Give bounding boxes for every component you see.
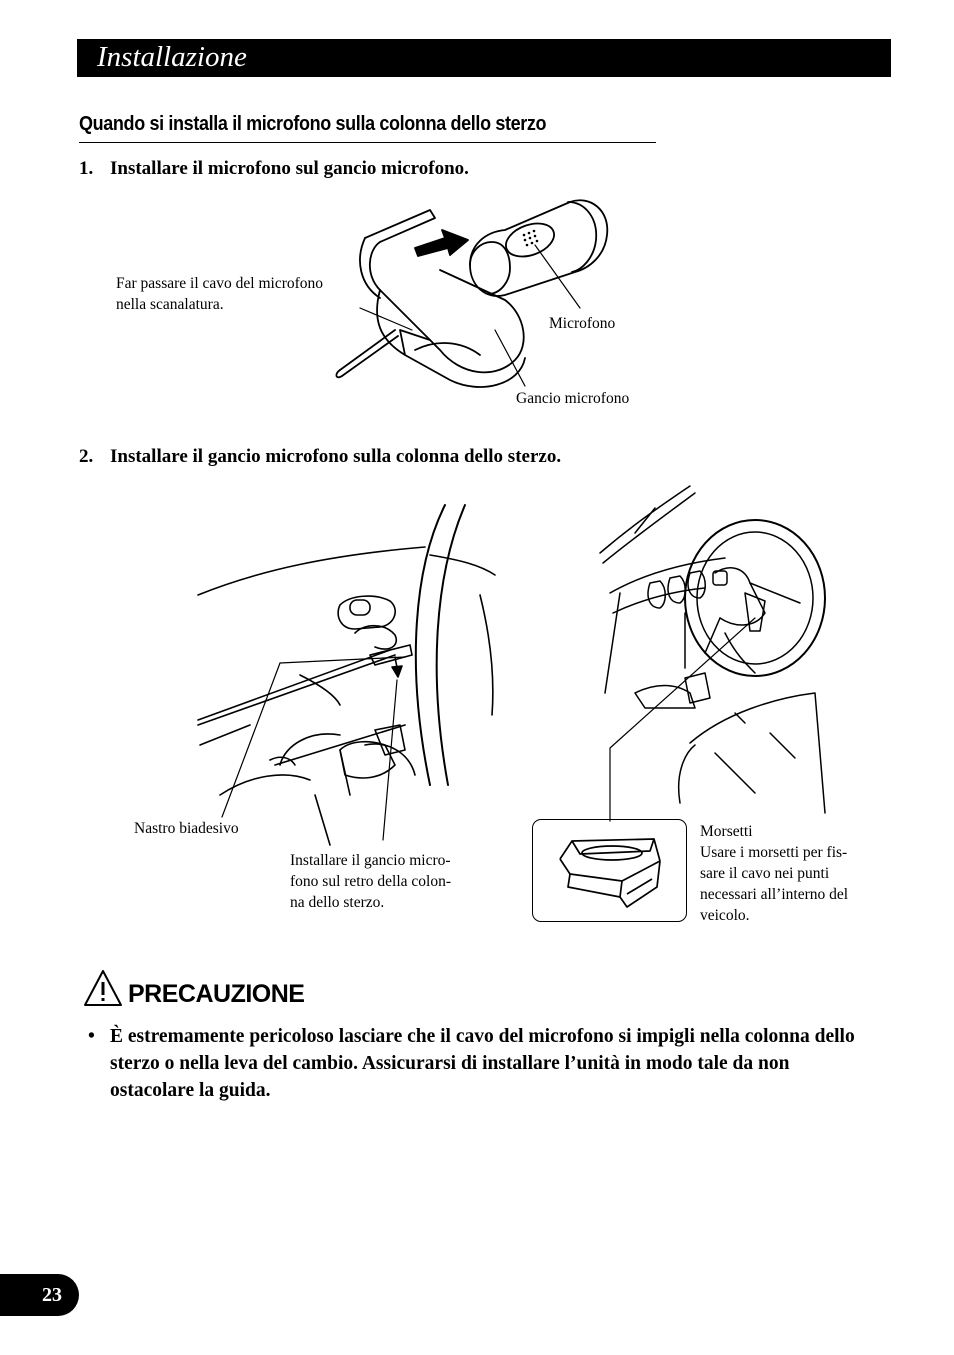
caution-bullet (88, 1023, 868, 1104)
clamp-inset-box (532, 819, 687, 922)
label-line: na dello sterzo. (290, 894, 385, 911)
label-install-hook (290, 850, 451, 913)
section-heading: Quando si installa il microfono sulla colonna dello sterzo (79, 113, 547, 135)
step-2 (79, 446, 561, 468)
caution-text: È estremamente pericoloso lasciare che il cavo del microfono si impigli nella colonna dello sterzo o nella leva del cambio. Assicurarsi di installare l’unità in modo tale da non ostacolare la guida. (110, 1026, 855, 1101)
step-number: 2. (79, 446, 94, 467)
label-line: Far passare il cavo del microfono (116, 275, 324, 292)
label-mic-hook: Gancio microfono (516, 390, 630, 407)
label-line: Morsetti (700, 823, 753, 840)
label-microphone: Microfono (549, 315, 616, 332)
label-line: veicolo. (700, 907, 750, 924)
step-number: 1. (79, 158, 94, 179)
page-title: Installazione (97, 41, 247, 73)
label-clamps (700, 821, 848, 926)
step-text: Installare il gancio microfono sulla colonna dello sterzo. (110, 446, 562, 467)
label-line: Installare il gancio micro- (290, 852, 451, 869)
figure-mic-hook (320, 190, 620, 400)
bullet-symbol: • (88, 1026, 95, 1047)
step-1 (79, 158, 469, 180)
label-line: nella scanalatura. (116, 296, 224, 313)
step-text: Installare il microfono sul gancio microfono. (110, 158, 469, 179)
heading-underline (79, 142, 656, 143)
label-double-sided-tape: Nastro biadesivo (134, 820, 239, 837)
warning-triangle-icon (82, 968, 124, 1008)
label-line: necessari all’interno del (700, 886, 849, 903)
label-line: Usare i morsetti per fis- (700, 844, 848, 861)
clamp-illustration (532, 819, 687, 922)
figure-car-interior (595, 483, 830, 813)
page-number: 23 (0, 1274, 79, 1316)
label-groove (116, 273, 323, 315)
figure-steering-column (190, 495, 510, 855)
label-line: sare il cavo nei punti (700, 865, 830, 882)
header-bar (77, 39, 891, 77)
label-line: fono sul retro della colon- (290, 873, 451, 890)
caution-heading: PRECAUZIONE (128, 980, 305, 1008)
